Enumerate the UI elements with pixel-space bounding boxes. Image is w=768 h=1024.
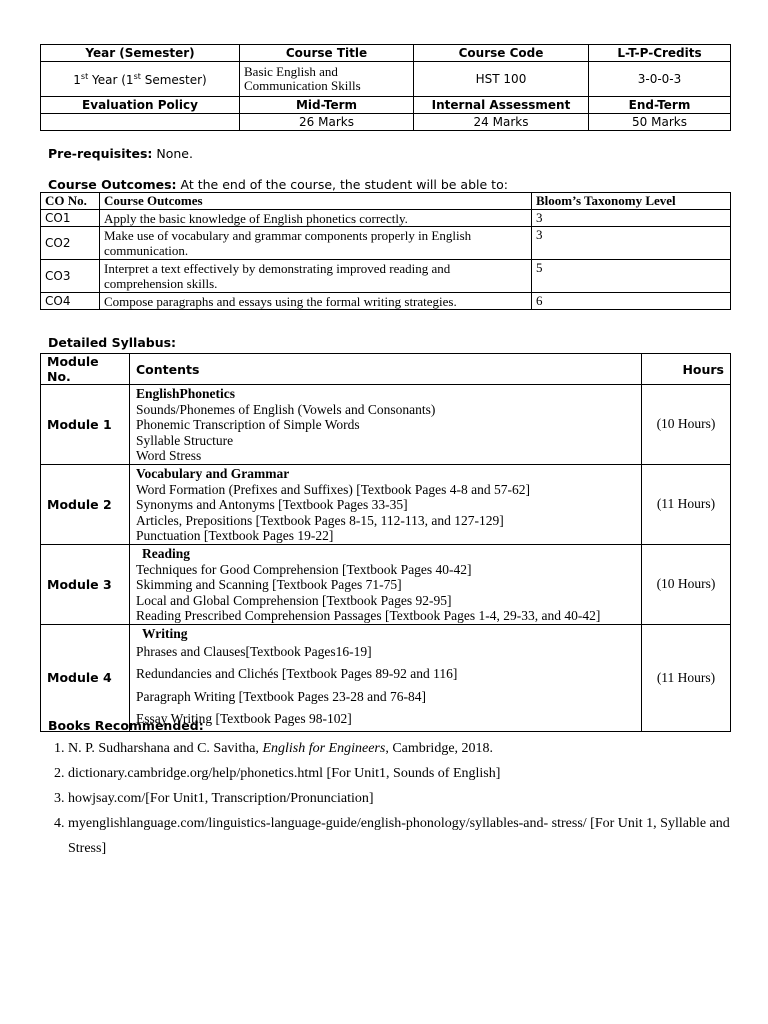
list-item: Syllable Structure <box>136 432 234 448</box>
list-item: Phrases and Clauses[Textbook Pages16-19] <box>136 643 372 659</box>
course-outcomes-table <box>40 192 731 310</box>
module-hours: (11 Hours) <box>642 464 731 544</box>
books-recommended-label: Books Recommended: <box>48 718 204 733</box>
list-item: Synonyms and Antonyms [Textbook Pages 33-35] <box>136 497 408 513</box>
co-level: 3 <box>532 227 731 260</box>
table-row <box>41 544 731 624</box>
header-end-term: End-Term <box>589 97 731 114</box>
header-blooms-level: Bloom’s Taxonomy Level <box>532 193 731 210</box>
course-title-value: Basic English and Communication Skills <box>240 62 414 97</box>
co-outcome: Interpret a text effectively by demonstrating improved reading and comprehension skills. <box>100 260 532 293</box>
header-contents: Contents <box>130 354 642 385</box>
list-item: Paragraph Writing [Textbook Pages 23-28 and 76-84] <box>136 688 426 704</box>
module-title: EnglishPhonetics <box>136 386 236 401</box>
list-item: Punctuation [Textbook Pages 19-22] <box>136 528 334 544</box>
list-item: Skimming and Scanning [Textbook Pages 71-75] <box>136 577 402 593</box>
header-year-semester: Year (Semester) <box>41 45 240 62</box>
books-list <box>50 736 730 861</box>
co-level: 3 <box>532 210 731 227</box>
module-name: Module 2 <box>41 464 130 544</box>
header-ltp-credits: L-T-P-Credits <box>589 45 731 62</box>
header-evaluation-policy: Evaluation Policy <box>41 97 240 114</box>
module-hours: (11 Hours) <box>642 624 731 731</box>
module-name: Module 4 <box>41 624 130 731</box>
co-outcome: Compose paragraphs and essays using the formal writing strategies. <box>100 293 532 310</box>
prerequisites-line: Pre-requisites: None. <box>48 146 193 161</box>
co-number: CO2 <box>41 227 100 260</box>
table-row <box>41 385 731 465</box>
list-item: Techniques for Good Comprehension [Textbook Pages 40-42] <box>136 561 472 577</box>
course-outcomes-intro: Course Outcomes: At the end of the course, the student will be able to: <box>48 177 508 192</box>
list-item: Word Stress <box>136 448 202 464</box>
list-item: Essay Writing [Textbook Pages 98-102] <box>136 711 352 727</box>
list-item: Local and Global Comprehension [Textbook Pages 92-95] <box>136 592 452 608</box>
detailed-syllabus-label: Detailed Syllabus: <box>48 335 177 350</box>
table-row <box>41 624 731 731</box>
course-code-value: HST 100 <box>414 62 589 97</box>
co-number: CO3 <box>41 260 100 293</box>
header-hours: Hours <box>642 354 731 385</box>
module-contents <box>130 385 642 465</box>
module-title: Vocabulary and Grammar <box>136 465 290 481</box>
header-internal-assessment: Internal Assessment <box>414 97 589 114</box>
co-level: 5 <box>532 260 731 293</box>
table-row <box>41 210 731 227</box>
table-row <box>41 293 731 310</box>
co-number: CO4 <box>41 293 100 310</box>
module-title: Reading <box>142 545 191 561</box>
module-hours: (10 Hours) <box>642 385 731 465</box>
list-item: Articles, Prepositions [Textbook Pages 8-15, 112-113, and 127-129] <box>136 512 504 528</box>
module-contents <box>130 464 642 544</box>
list-item: 4. myenglishlanguage.com/linguistics-language-guide/english-phonology/syllables-and- stress/ [For Unit 1, Syllable and Stress] <box>68 811 730 861</box>
list-item: Phonemic Transcription of Simple Words <box>136 417 360 433</box>
header-course-title: Course Title <box>240 45 414 62</box>
module-name: Module 1 <box>41 385 130 465</box>
module-contents <box>130 624 642 731</box>
list-item: 2. dictionary.cambridge.org/help/phonetics.html [For Unit1, Sounds of English] <box>68 761 730 786</box>
syllabus-table <box>40 353 731 732</box>
co-outcome: Make use of vocabulary and grammar components properly in English communication. <box>100 227 532 260</box>
module-hours: (10 Hours) <box>642 544 731 624</box>
co-number: CO1 <box>41 210 100 227</box>
table-row <box>41 260 731 293</box>
table-row <box>41 464 731 544</box>
header-course-outcomes: Course Outcomes <box>100 193 532 210</box>
header-module-no: Module No. <box>41 354 130 385</box>
list-item: Redundancies and Clichés [Textbook Pages 89-92 and 116] <box>136 666 458 682</box>
module-name: Module 3 <box>41 544 130 624</box>
mid-term-marks: 26 Marks <box>240 114 414 131</box>
module-title: Writing <box>142 625 188 641</box>
eval-blank-cell <box>41 114 240 131</box>
header-co-no: CO No. <box>41 193 100 210</box>
internal-assessment-marks: 24 Marks <box>414 114 589 131</box>
year-semester-value: 1st Year (1st Semester) <box>41 62 240 97</box>
credits-value: 3-0-0-3 <box>589 62 731 97</box>
list-item: Reading Prescribed Comprehension Passages [Textbook Pages 1-4, 29-33, and 40-42] <box>136 608 601 624</box>
list-item: 3. howjsay.com/[For Unit1, Transcription/Pronunciation] <box>68 786 730 811</box>
list-item: Sounds/Phonemes of English (Vowels and Consonants) <box>136 401 436 417</box>
end-term-marks: 50 Marks <box>589 114 731 131</box>
table-row <box>41 227 731 260</box>
list-item: 1. N. P. Sudharshana and C. Savitha, English for Engineers, Cambridge, 2018. <box>68 736 730 761</box>
module-contents <box>130 544 642 624</box>
list-item: Word Formation (Prefixes and Suffixes) [Textbook Pages 4-8 and 57-62] <box>136 481 531 497</box>
co-outcome: Apply the basic knowledge of English phonetics correctly. <box>100 210 532 227</box>
header-course-code: Course Code <box>414 45 589 62</box>
header-mid-term: Mid-Term <box>240 97 414 114</box>
course-summary-table <box>40 44 731 131</box>
co-level: 6 <box>532 293 731 310</box>
